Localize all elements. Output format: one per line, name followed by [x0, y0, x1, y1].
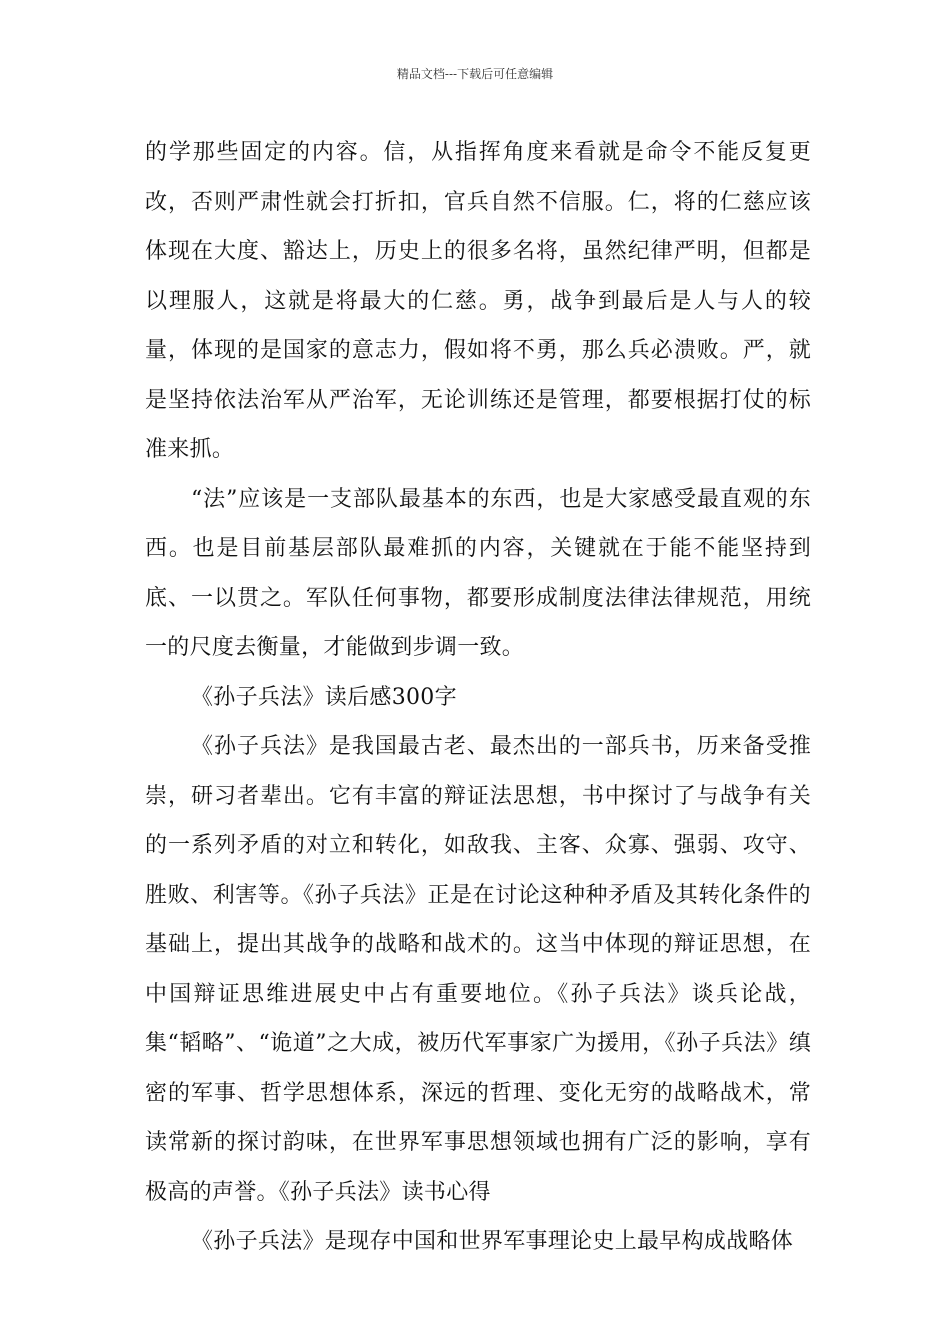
section-heading: 《孙子兵法》读后感300字 [191, 684, 457, 710]
paragraph-final: 《孙子兵法》是现存中国和世界军事理论史上最早构成战略体 [191, 1229, 794, 1254]
page-header: 精品文档---下载后可任意编辑 [396, 67, 554, 81]
paragraph-law: “法”应该是一支部队最基本的东西，也是大家感受最直观的东西。也是目前基层部队最难抓的内容，关键就在于能不能坚持到底、一以贯之。军队任何事物，都要形成制度法律法律规范，用统一的尺度去衡量，才能做到步调一致。 [145, 486, 811, 660]
document-body [145, 128, 811, 1267]
paragraph-continuation: 的学那些固定的内容。信，从指挥角度来看就是命令不能反复更改，否则严肃性就会打折扣，官兵自然不信服。仁，将的仁慈应该体现在大度、豁达上，历史上的很多名将，虽然纪律严明，但都是以理服人，这就是将最大的仁慈。勇，战争到最后是人与人的较量，体现的是国家的意志力，假如将不勇，那么兵必溃败。严，就是坚持依法治军从严治军，无论训练还是管理，都要根据打仗的标准来抓。 [145, 140, 811, 462]
paragraph-review: 《孙子兵法》是我国最古老、最杰出的一部兵书，历来备受推崇，研习者辈出。它有丰富的辩证法思想，书中探讨了与战争有关的一系列矛盾的对立和转化，如敌我、主客、众寡、强弱、攻守、胜败、利害等。《孙子兵法》正是在讨论这种种矛盾及其转化条件的基础上，提出其战争的战略和战术的。这当中体现的辩证思想，在中国辩证思维进展史中占有重要地位。《孙子兵法》谈兵论战，集“韬略”、“诡道”之大成，被历代军事家广为援用，《孙子兵法》缜密的军事、哲学思想体系，深远的哲理、变化无穷的战略战术，常读常新的探讨韵味，在世界军事思想领域也拥有广泛的影响，享有极高的声誉。《孙子兵法》读书心得 [145, 734, 811, 1205]
